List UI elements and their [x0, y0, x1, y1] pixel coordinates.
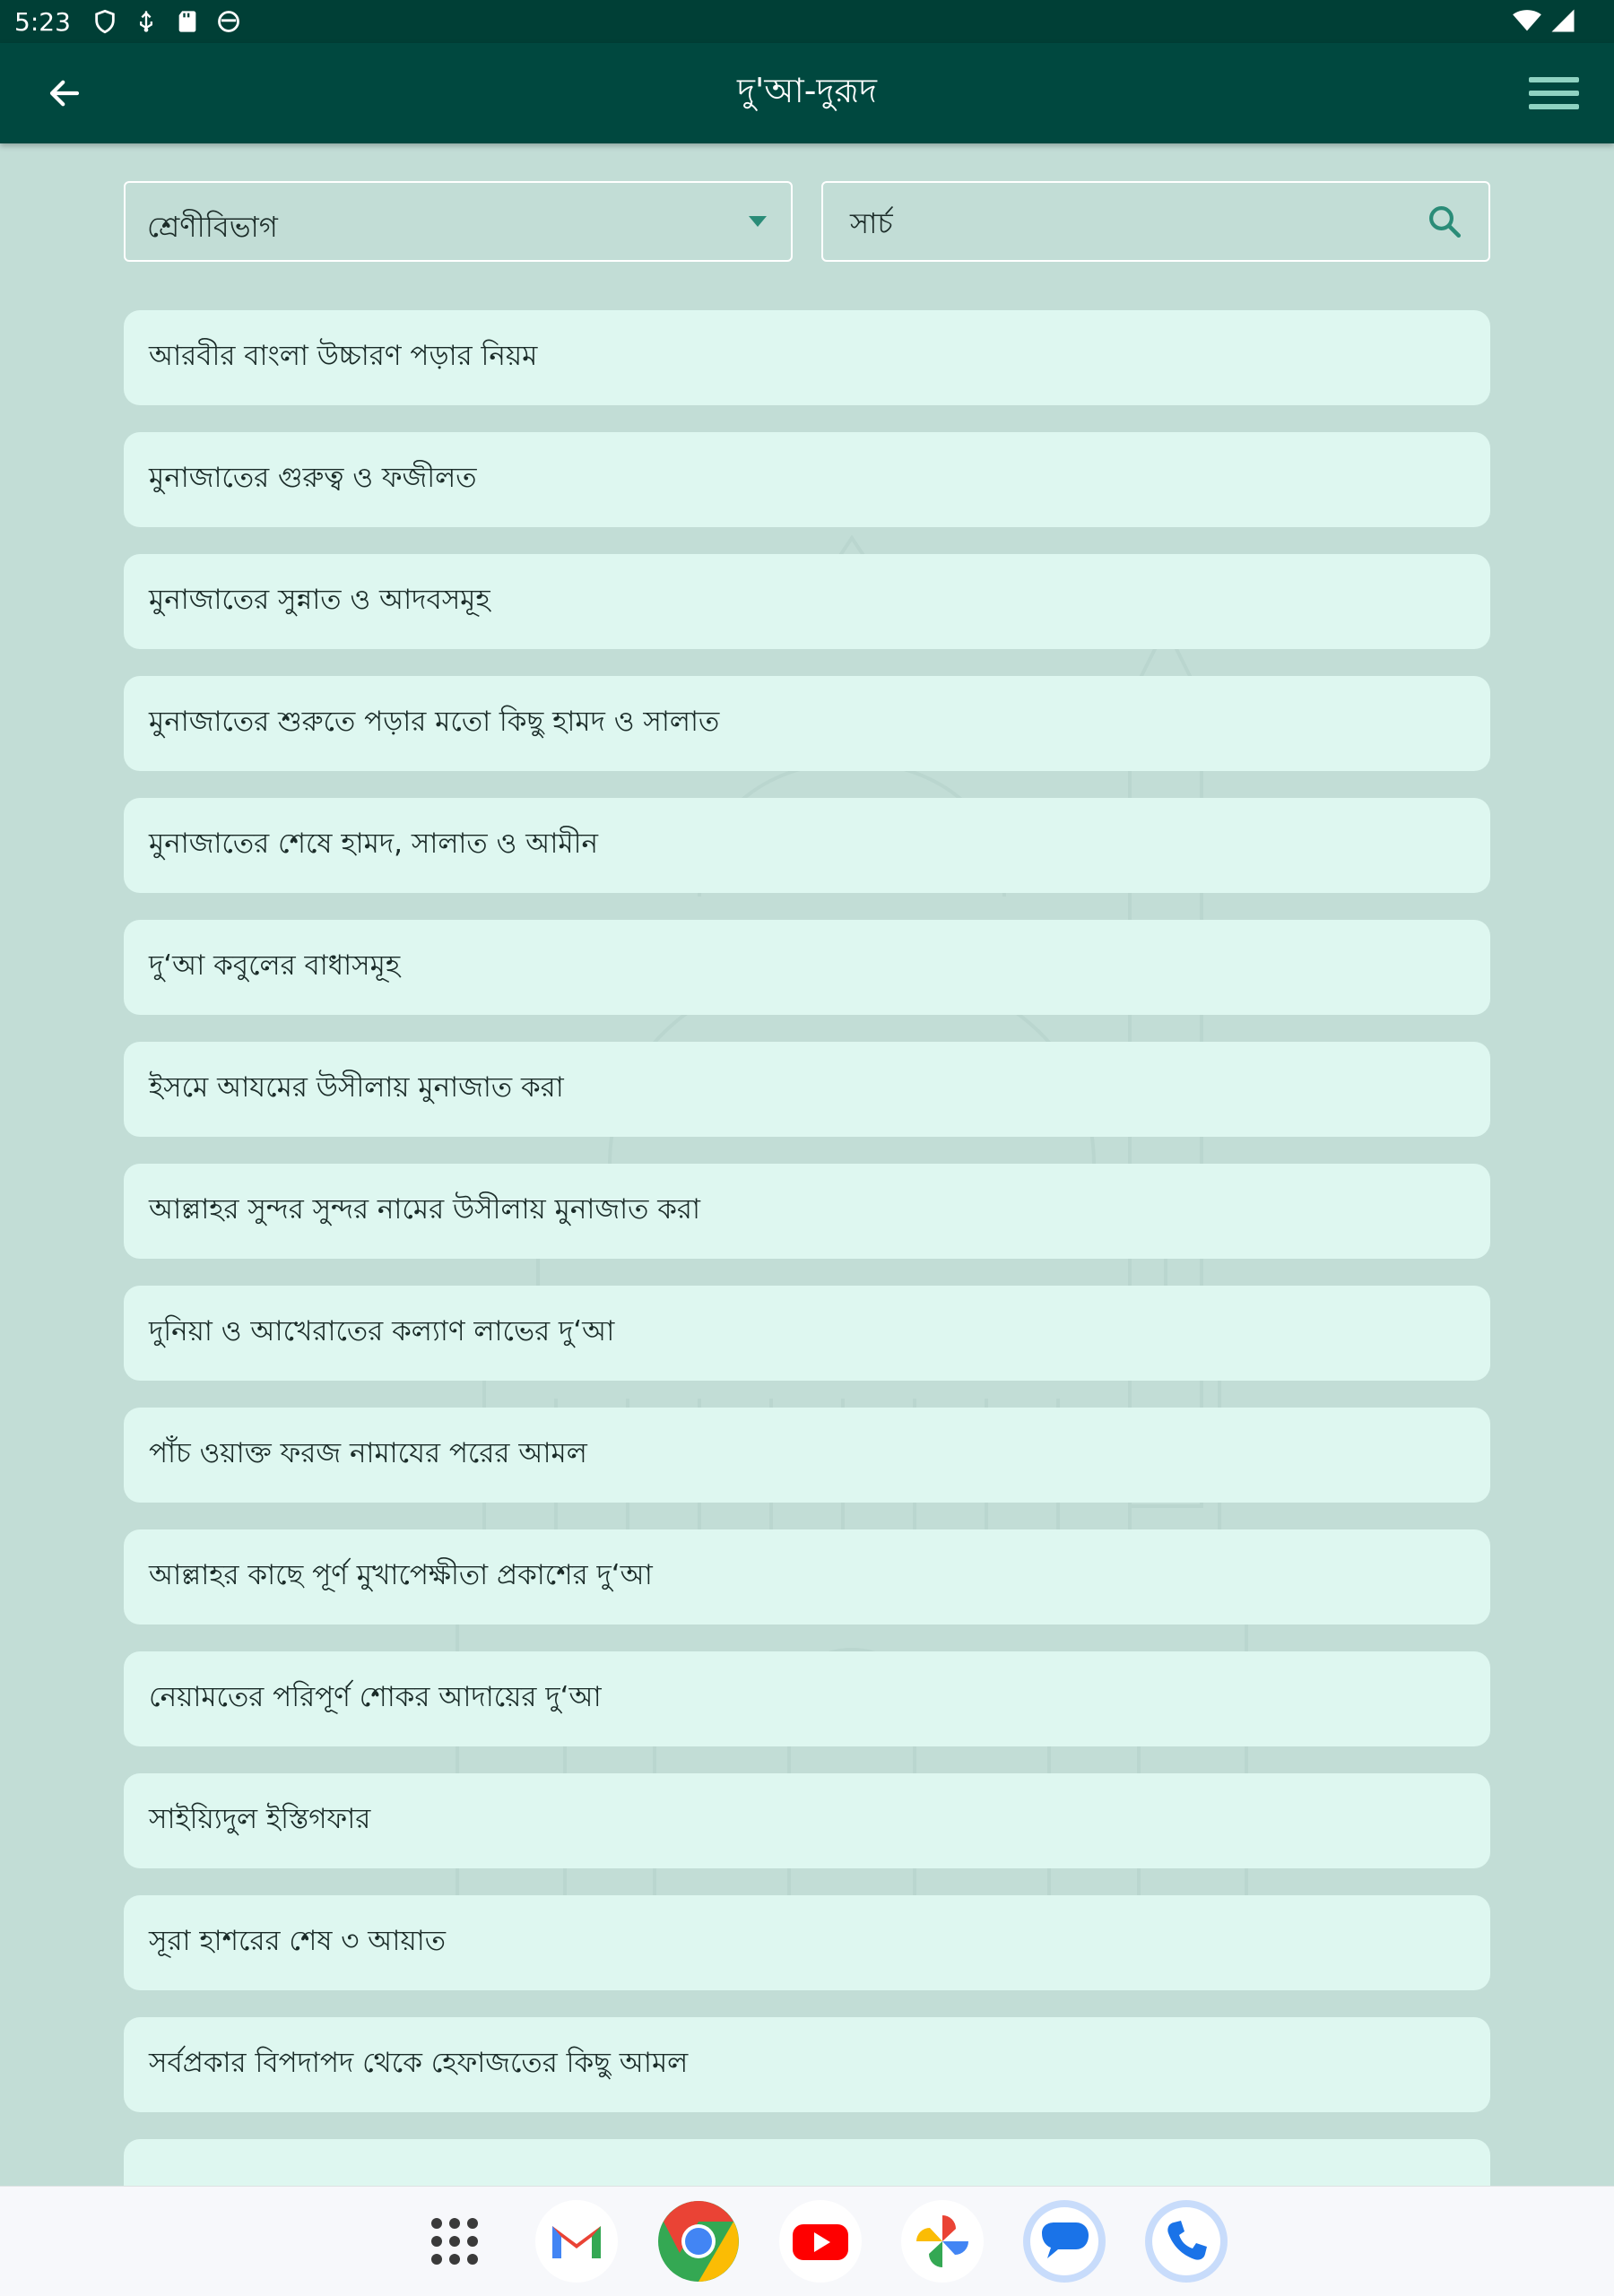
gmail-icon: [534, 2199, 619, 2283]
list-item-label: দুনিয়া ও আখেরাতের কল্যাণ লাভের দু‘আ: [149, 1315, 615, 1347]
list-item-label: সাইয়্যিদুল ইস্তিগফার: [149, 1803, 371, 1835]
status-bar: [0, 0, 1614, 43]
app-bar: [0, 43, 1614, 143]
menu-button[interactable]: [1521, 65, 1587, 122]
youtube-icon: [778, 2199, 863, 2283]
list-item[interactable]: [124, 798, 1490, 893]
search-icon[interactable]: [1426, 203, 1463, 240]
status-icons: [92, 9, 241, 34]
wifi-icon: [1512, 7, 1542, 34]
list-item-label: আল্লাহর সুন্দর সুন্দর নামের উসীলায় মুনাজাত করা: [149, 1193, 700, 1226]
status-right-icons: [1512, 7, 1578, 34]
list-item-label: দু‘আ কবুলের বাধাসমূহ: [149, 949, 401, 982]
filter-row: [124, 181, 1490, 262]
app-dock: [412, 2199, 1228, 2283]
sd-card-icon: [175, 9, 200, 34]
chrome-icon: [656, 2199, 741, 2283]
dropdown-arrow-icon: [748, 215, 768, 228]
arrow-left-icon: [46, 74, 83, 112]
status-time: 5:23: [14, 6, 71, 37]
messages-icon: [1022, 2199, 1106, 2283]
search-input[interactable]: [821, 181, 1490, 262]
photos-app[interactable]: [900, 2199, 985, 2283]
app-drawer-button[interactable]: [412, 2199, 497, 2283]
content-area: [0, 143, 1614, 2186]
list-item-label: সর্বপ্রকার বিপদাপদ থেকে হেফাজতের কিছু আমল: [149, 2047, 689, 2079]
list-item[interactable]: [124, 2139, 1490, 2186]
list-item-label: সূরা হাশরের শেষ ৩ আয়াত: [149, 1925, 446, 1957]
list-item[interactable]: [124, 554, 1490, 649]
list-item[interactable]: [124, 1042, 1490, 1137]
shield-icon: [92, 9, 117, 34]
list-item-label: ইসমে আযমের উসীলায় মুনাজাত করা: [149, 1071, 564, 1104]
list-item[interactable]: [124, 1286, 1490, 1381]
list-item-label: মুনাজাতের গুরুত্ব ও ফজীলত: [149, 462, 477, 494]
messages-app[interactable]: [1022, 2199, 1106, 2283]
list-item[interactable]: [124, 2017, 1490, 2112]
list-item-label: মুনাজাতের শুরুতে পড়ার মতো কিছু হামদ ও সালাত: [149, 706, 720, 738]
list-item[interactable]: [124, 1408, 1490, 1503]
list-item-label: নেয়ামতের পরিপূর্ণ শোকর আদায়ের দু‘আ: [149, 1681, 602, 1713]
list-item[interactable]: [124, 1773, 1490, 1868]
back-button[interactable]: [36, 65, 93, 122]
list-item[interactable]: [124, 1164, 1490, 1259]
youtube-app[interactable]: [778, 2199, 863, 2283]
chrome-app[interactable]: [656, 2199, 741, 2283]
phone-app[interactable]: [1144, 2199, 1228, 2283]
list-item-label: পাঁচ ওয়াক্ত ফরজ নামাযের পরের আমল: [149, 1437, 587, 1469]
list-item[interactable]: [124, 676, 1490, 771]
list-item-label: মুনাজাতের সুন্নাত ও আদবসমূহ: [149, 584, 490, 616]
list-item[interactable]: [124, 432, 1490, 527]
usb-icon: [134, 9, 159, 34]
list-item[interactable]: [124, 1895, 1490, 1990]
page-title: দু'আ-দুরূদ: [736, 71, 878, 110]
list-item-label: আল্লাহর কাছে পূর্ণ মুখাপেক্ষীতা প্রকাশের দু‘আ: [149, 1559, 653, 1591]
list-item-label: মুনাজাতের শেষে হামদ, সালাত ও আমীন: [149, 827, 598, 860]
category-select-label: শ্রেণীবিভাগ: [147, 210, 278, 244]
list-item[interactable]: [124, 310, 1490, 405]
hamburger-menu-icon: [1527, 74, 1581, 113]
clock-icon: [216, 9, 241, 34]
list-item[interactable]: [124, 1651, 1490, 1746]
nav-bar: [0, 2186, 1614, 2296]
list-item[interactable]: [124, 920, 1490, 1015]
gmail-app[interactable]: [534, 2199, 619, 2283]
list-item-label: আরবীর বাংলা উচ্চারণ পড়ার নিয়ম: [149, 340, 538, 372]
app-drawer-icon: [412, 2199, 497, 2283]
search-placeholder: সার্চ: [850, 206, 893, 240]
phone-icon: [1144, 2199, 1228, 2283]
signal-icon: [1548, 7, 1578, 34]
category-select[interactable]: [124, 181, 793, 262]
photos-icon: [900, 2199, 985, 2283]
list-item[interactable]: [124, 1529, 1490, 1625]
